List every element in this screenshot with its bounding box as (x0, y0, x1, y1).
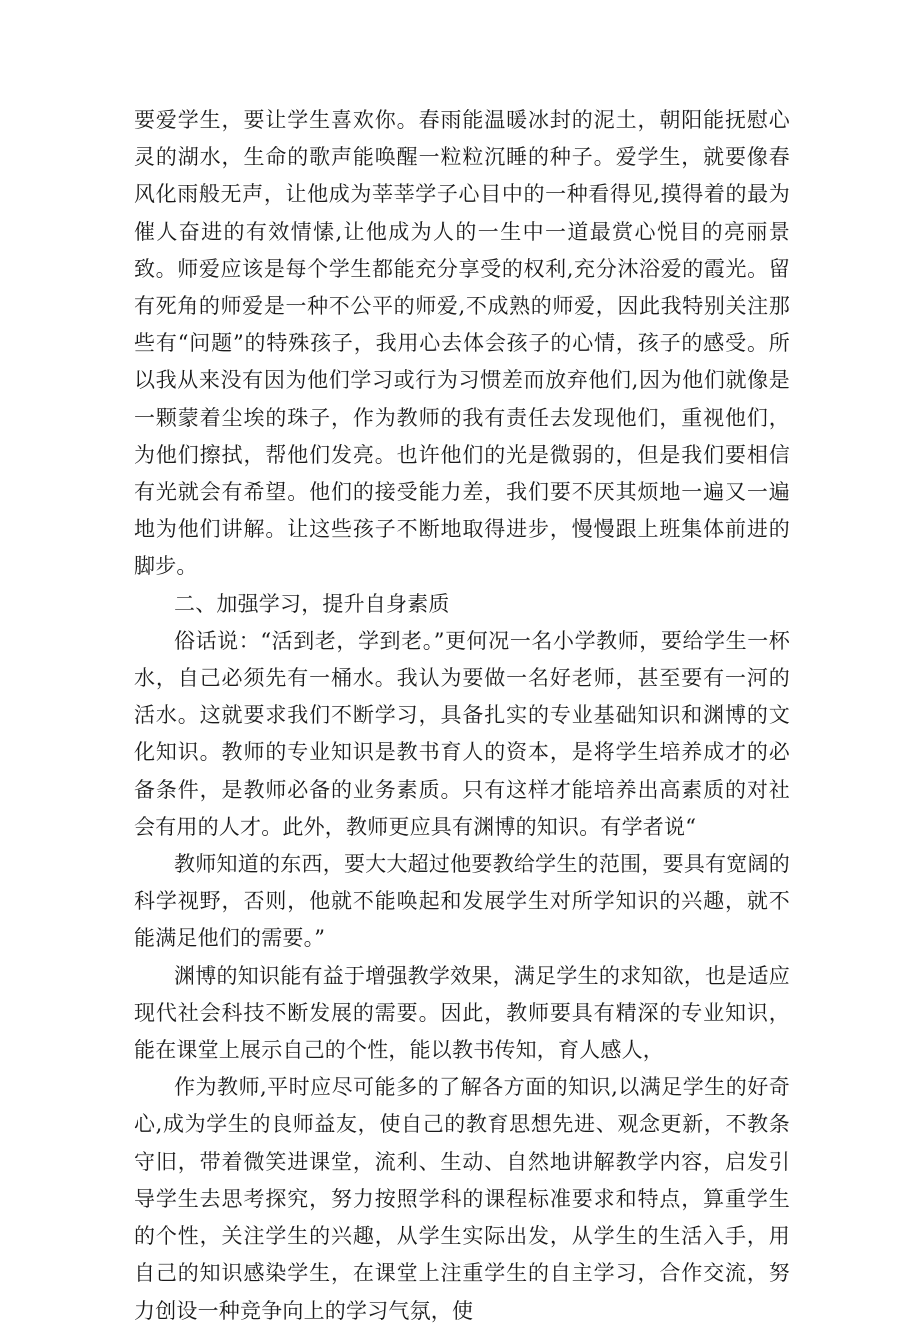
body-paragraph-2: 俗话说：“活到老，学到老。”更何况一名小学教师，要给学生一杯水，自己必须先有一桶水。我认为要做一名好老师，甚至要有一河的活水。这就要求我们不断学习，具备扎实的专业基础知识和渊博的文化知识。教师的专业知识是教书育人的资本，是将学生培养成才的必备条件，是教师必备的业务素质。只有这样才能培养出高素质的对社会有用的人才。此外，教师更应具有渊博的知识。有学者说“ (134, 628, 790, 839)
section-heading-strengthen-learning: 二、加强学习，提升自身素质 (174, 591, 450, 616)
body-paragraph-4: 作为教师,平时应尽可能多的了解各方面的知识,以满足学生的好奇心,成为学生的良师益友，使自己的教育思想先进、观念更新，不教条守旧，带着微笑进课堂，流利、生动、自然地讲解教学内容，启发引导学生去思考探究，努力按照学科的课程标准要求和特点，算重学生的个性，关注学生的兴趣，从学生实际出发，从学生的生活入手，用自己的知识感染学生，在课堂上注重学生的自主学习，合作交流，努力创设一种竞争向上的学习气氛，使 (134, 1075, 790, 1323)
document-body (134, 102, 790, 1330)
block-quote: 教师知道的东西，要大大超过他要教给学生的范围，要具有宽阔的科学视野，否则，他就不能唤起和发展学生对所学知识的兴趣，就不能满足他们的需要。” (134, 852, 790, 951)
body-paragraph-3: 渊博的知识能有益于增强教学效果，满足学生的求知欲，也是适应现代社会科技不断发展的需要。因此，教师要具有精深的专业知识，能在课堂上展示自己的个性，能以教书传知，育人感人， (134, 963, 790, 1063)
body-paragraph-1: 要爱学生，要让学生喜欢你。春雨能温暖冰封的泥土，朝阳能抚慰心灵的湖水，生命的歌声能唤醒一粒粒沉睡的种子。爱学生，就要像春风化雨般无声，让他成为莘莘学子心目中的一种看得见,摸得着的最为催人奋进的有效情愫,让他成为人的一生中一道最赏心悦目的亮丽景致。师爱应该是每个学生都能充分享受的权利,充分沐浴爱的霞光。留有死角的师爱是一种不公平的师爱,不成熟的师爱，因此我特别关注那些有“问题”的特殊孩子，我用心去体会孩子的心情，孩子的感受。所以我从来没有因为他们学习或行为习惯差而放弃他们,因为他们就像是一颗蒙着尘埃的珠子，作为教师的我有责任去发现他们，重视他们，为他们擦拭，帮他们发亮。也许他们的光是微弱的，但是我们要相信有光就会有希望。他们的接受能力差，我们要不厌其烦地一遍又一遍地为他们讲解。让这些孩子不断地取得进步，慢慢跟上班集体前进的脚步。 (134, 108, 790, 579)
